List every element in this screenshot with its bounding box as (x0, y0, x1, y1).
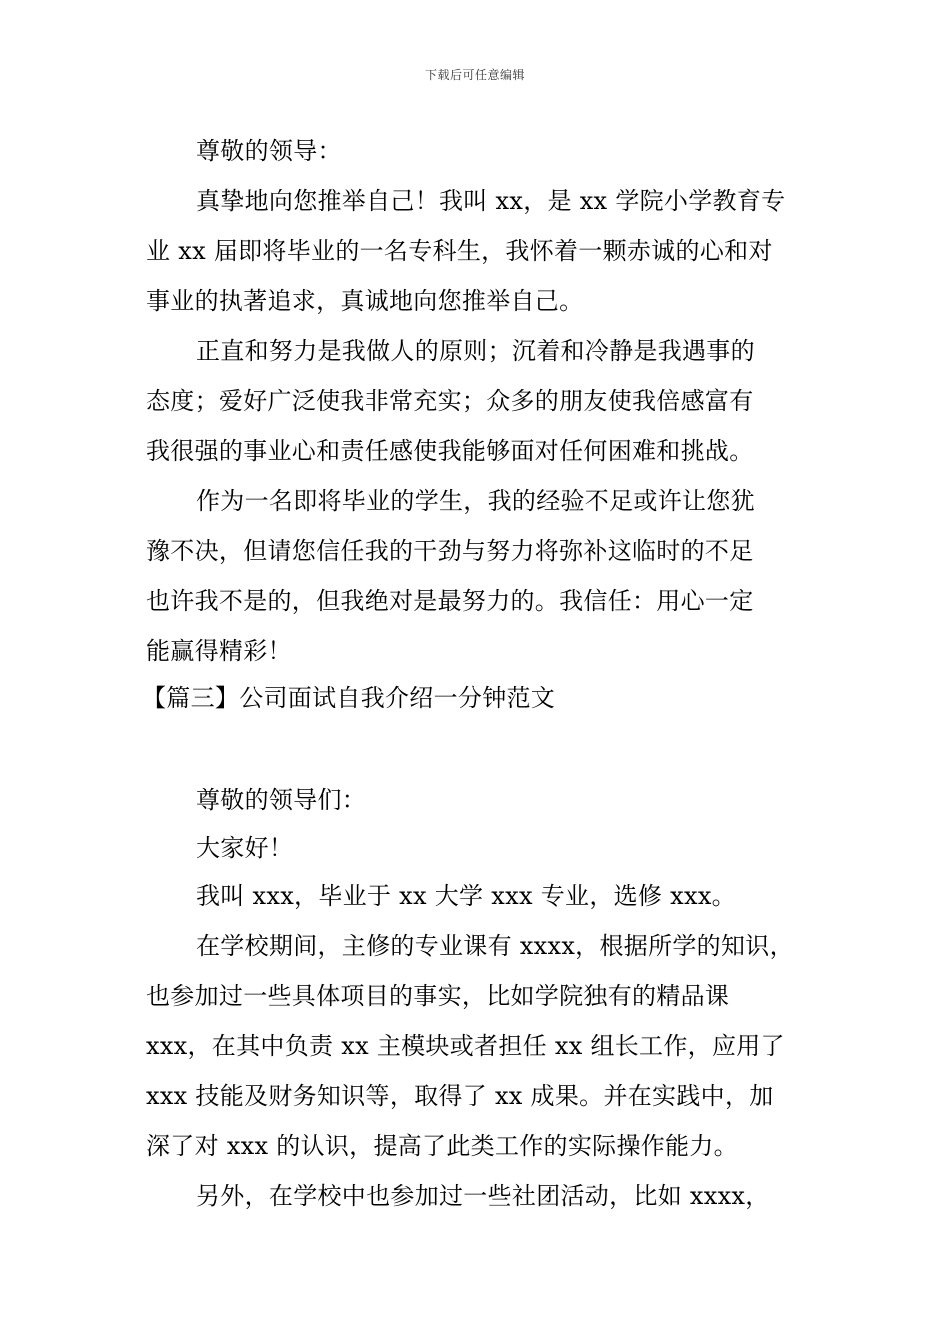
paragraph-line: 也许我不是的，但我绝对是最努力的。我信任：用心一定 (146, 587, 754, 615)
paragraph-line: 深了对 xxx 的认识，提高了此类工作的实际操作能力。 (146, 1132, 738, 1160)
greeting: 大家好！ (196, 834, 294, 862)
salutation: 尊敬的领导： (196, 137, 342, 165)
page-header: 下载后可任意编辑 (424, 68, 525, 82)
paragraph-line: 豫不决，但请您信任我的干劲与努力将弥补这临时的不足 (146, 537, 754, 565)
paragraph-line: 业 xx 届即将毕业的一名专科生，我怀着一颗赤诚的心和对 (146, 237, 773, 265)
paragraph-line: xxx 技能及财务知识等，取得了 xx 成果。并在实践中，加 (146, 1082, 774, 1110)
paragraph-line: 真挚地向您推举自己！我叫 xx，是 xx 学院小学教育专 (196, 187, 786, 215)
paragraph-line: xxx，在其中负责 xx 主模块或者担任 xx 组长工作，应用了 (146, 1032, 785, 1060)
paragraph-line: 正直和努力是我做人的原则；沉着和冷静是我遇事的 (196, 337, 755, 365)
paragraph-line: 事业的执著追求，真诚地向您推举自己。 (146, 287, 584, 315)
paragraph-line: 能赢得精彩！ (146, 637, 292, 665)
paragraph-line: 另外，在学校中也参加过一些社团活动，比如 xxxx， (196, 1182, 770, 1210)
intro-line: 我叫 xxx，毕业于 xx 大学 xxx 专业，选修 xxx。 (196, 882, 736, 910)
section-title: 【篇三】公司面试自我介绍一分钟范文 (142, 684, 556, 712)
paragraph-line: 作为一名即将毕业的学生，我的经验不足或许让您犹 (196, 487, 755, 515)
paragraph-line: 我很强的事业心和责任感使我能够面对任何困难和挑战。 (146, 437, 754, 465)
paragraph-line: 也参加过一些具体项目的事实，比如学院独有的精品课 (146, 982, 730, 1010)
paragraph-line: 在学校期间，主修的专业课有 xxxx，根据所学的知识， (196, 932, 794, 960)
salutation: 尊敬的领导们： (196, 786, 367, 814)
paragraph-line: 态度；爱好广泛使我非常充实；众多的朋友使我倍感富有 (146, 387, 754, 415)
